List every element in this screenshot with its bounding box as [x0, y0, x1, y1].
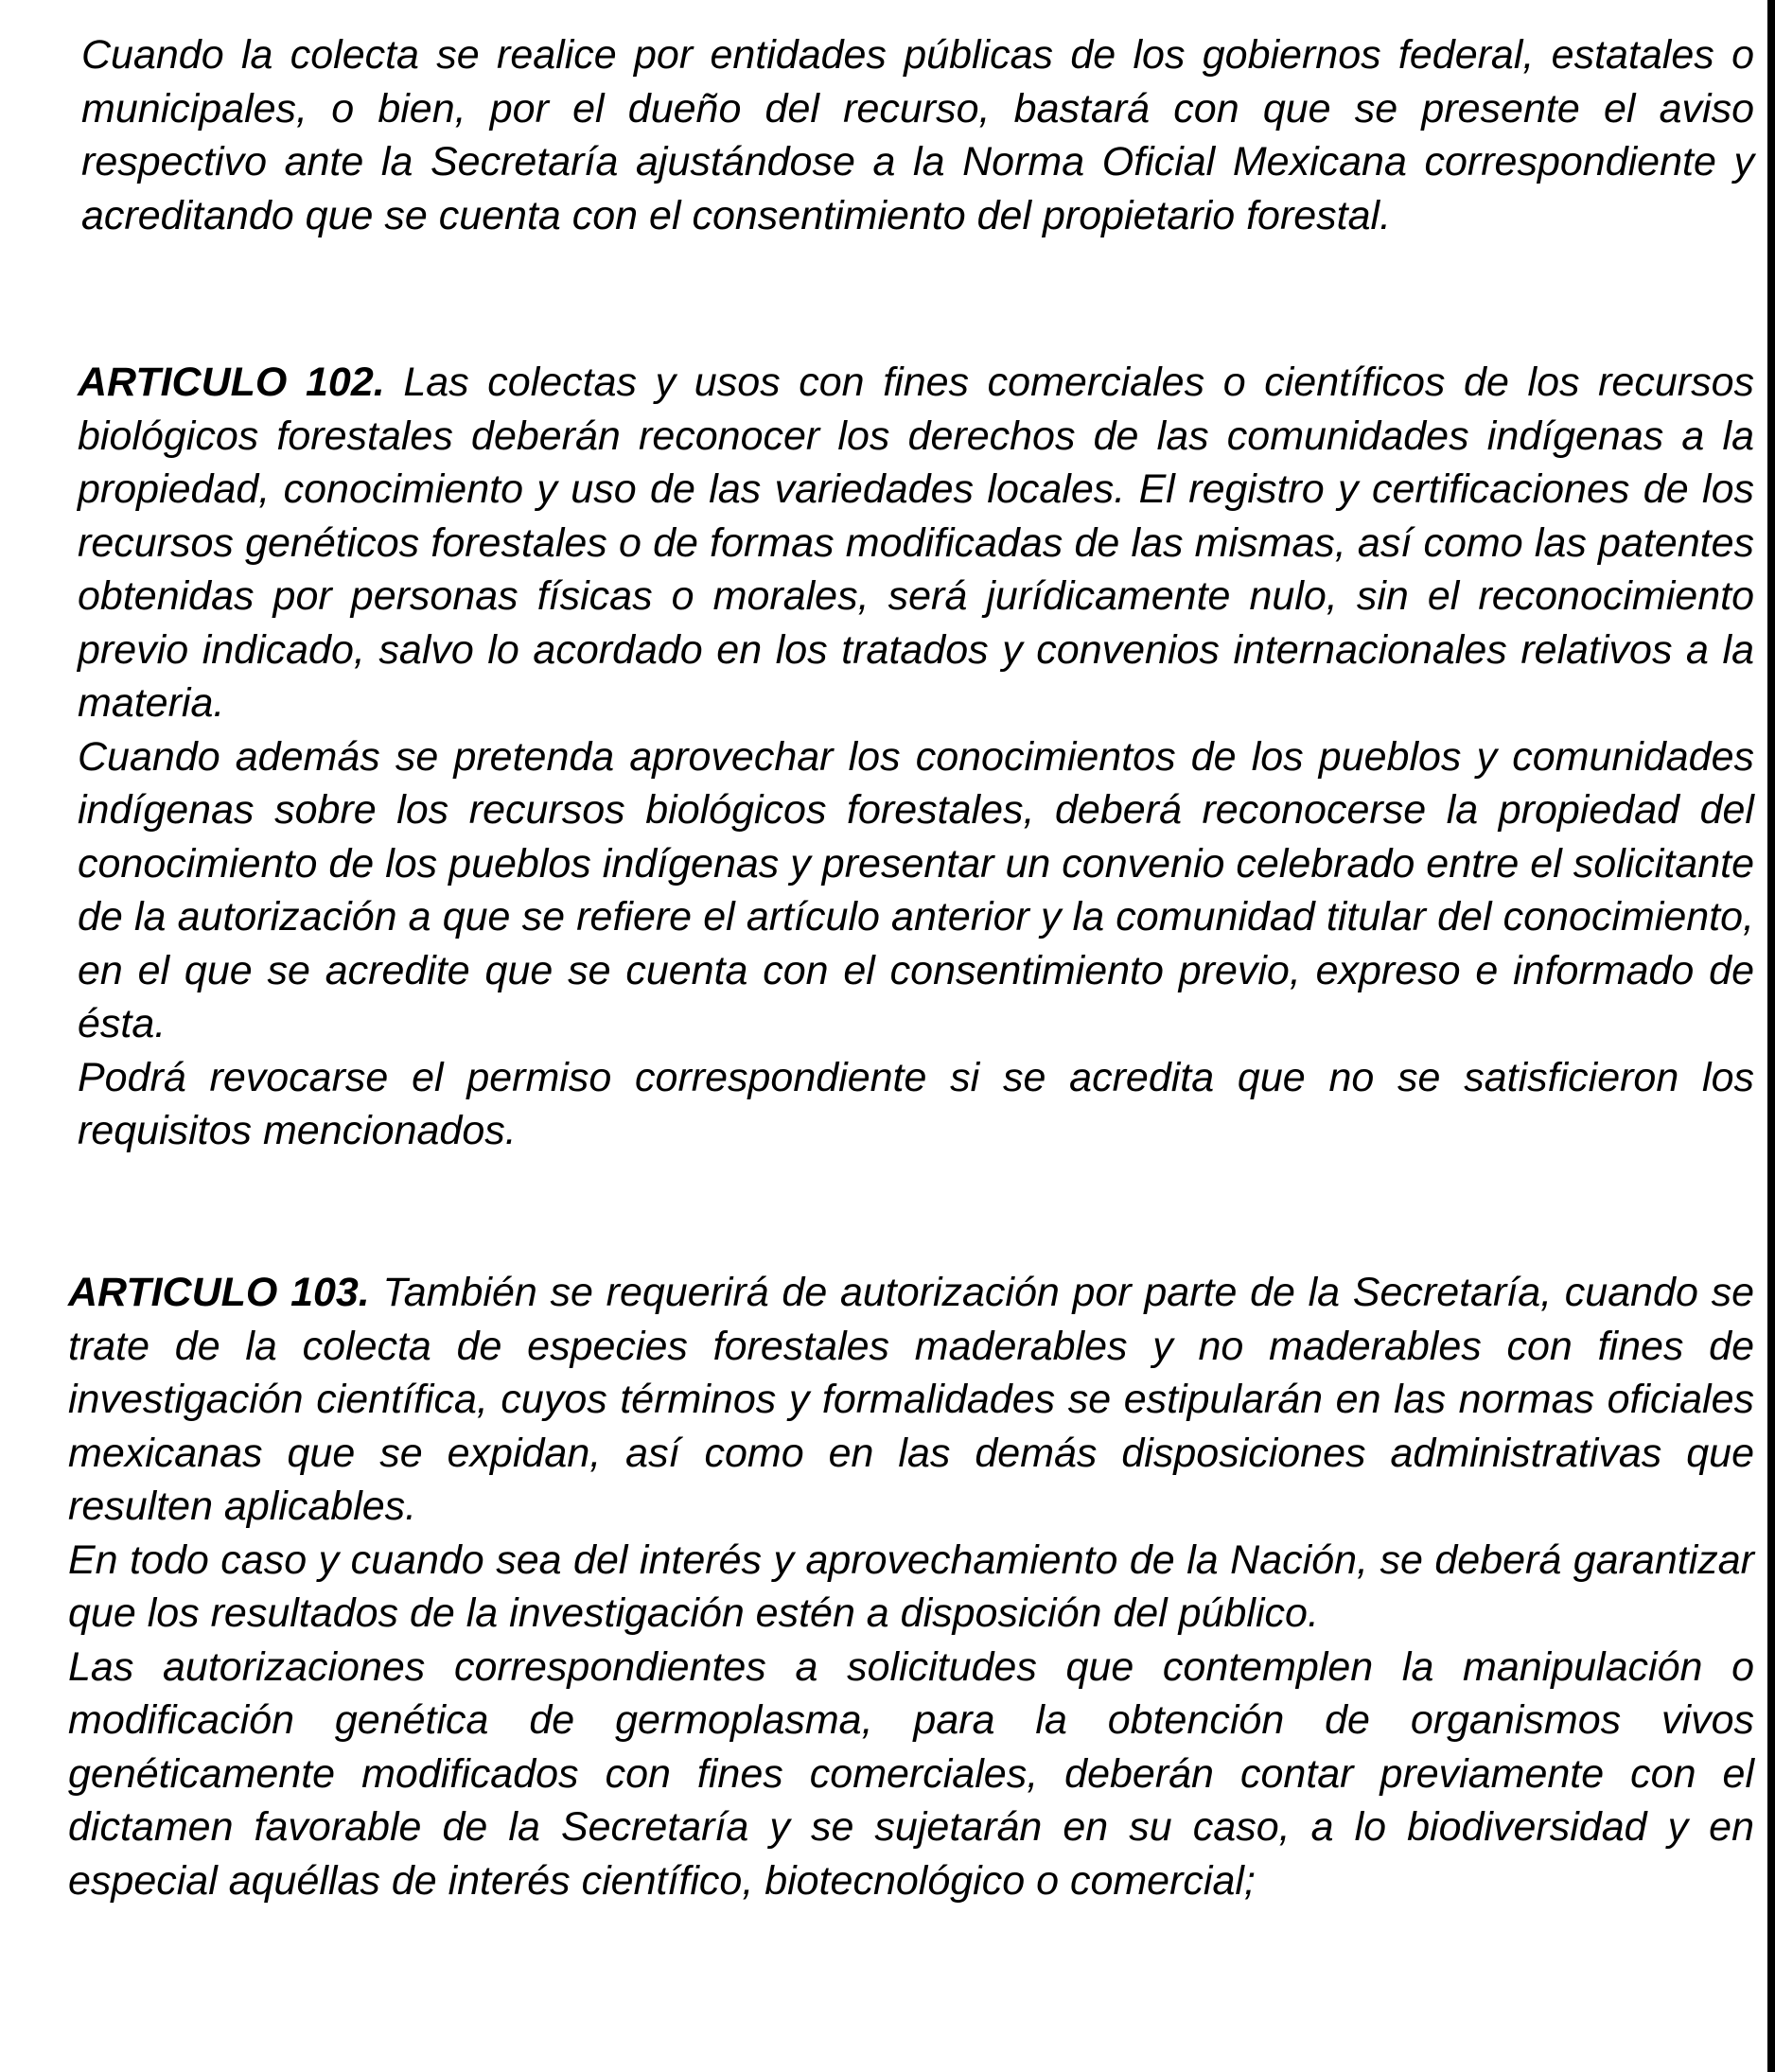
articulo-103-paragraph-3: Las autorizaciones correspondientes a solicitudes que contemplen la manipulación o modificación genética de germoplasma, para la obtención de organismos vivos genéticamente modificados con fines comerciales, deberán contar previamente con el dictamen favorable de la Secretaría y se sujetarán en su caso, a lo biodiversidad y en especial aquéllas de interés científico, biotecnológico o comercial; [68, 1643, 1754, 1904]
articulo-102-paragraph-3: Podrá revocarse el permiso correspondiente si se acredita que no se satisficieron los requisitos mencionados. [78, 1054, 1754, 1153]
articulo-103-block [68, 1266, 1754, 1907]
articulo-103-text-1: También se requerirá de autorización por parte de la Secretaría, cuando se trate de la colecta de especies forestales maderables y no maderables con fines de investigación científica, cuyos términos y formalidades se estipularán en las normas oficiales mexicanas que se expidan, así como en las demás disposiciones administrativas que resulten aplicables. [68, 1270, 1754, 1529]
articulo-103-paragraph-2: En todo caso y cuando sea del interés y aprovechamiento de la Nación, se deberá garantizar que los resultados de la investigación estén a disposición del público. [68, 1536, 1754, 1636]
page-edge-rule [1767, 0, 1775, 2072]
articulo-102-paragraph-2: Cuando además se pretenda aprovechar los conocimientos de los pueblos y comunidades indígenas sobre los recursos biológicos forestales, deberá reconocerse la propiedad del conocimiento de los pueblos indígenas y presentar un convenio celebrado entre el solicitante de la autorización a que se refiere el artículo anterior y la comunidad titular del conocimiento, en el que se acredite que se cuenta con el consentimiento previo, expreso e informado de ésta. [78, 733, 1754, 1046]
articulo-103-heading: ARTICULO 103. [68, 1270, 370, 1315]
articulo-102-text-1: Las colectas y usos con fines comerciales o científicos de los recursos biológicos forestales deberán reconocer los derechos de las comunidades indígenas a la propiedad, conocimiento y uso de las variedades locales. El registro y certificaciones de los recursos genéticos forestales o de formas modificadas de las mismas, así como las patentes obtenidas por personas físicas o morales, será jurídicamente nulo, sin el reconocimiento previo indicado, salvo lo acordado en los tratados y convenios internacionales relativos a la materia. [78, 360, 1754, 726]
intro-block [81, 28, 1754, 242]
intro-paragraph: Cuando la colecta se realice por entidades públicas de los gobiernos federal, estatales o municipales, o bien, por el dueño del recurso, bastará con que se presente el aviso respectivo ante la Secretaría ajustándose a la Norma Oficial Mexicana correspondiente y acreditando que se cuenta con el consentimiento del propietario forestal. [81, 32, 1754, 238]
articulo-103-paragraph-1 [68, 1266, 1754, 1534]
articulo-102-heading: ARTICULO 102. [78, 360, 385, 405]
articulo-102-paragraph-1 [78, 356, 1754, 730]
articulo-102-block [78, 356, 1754, 1158]
